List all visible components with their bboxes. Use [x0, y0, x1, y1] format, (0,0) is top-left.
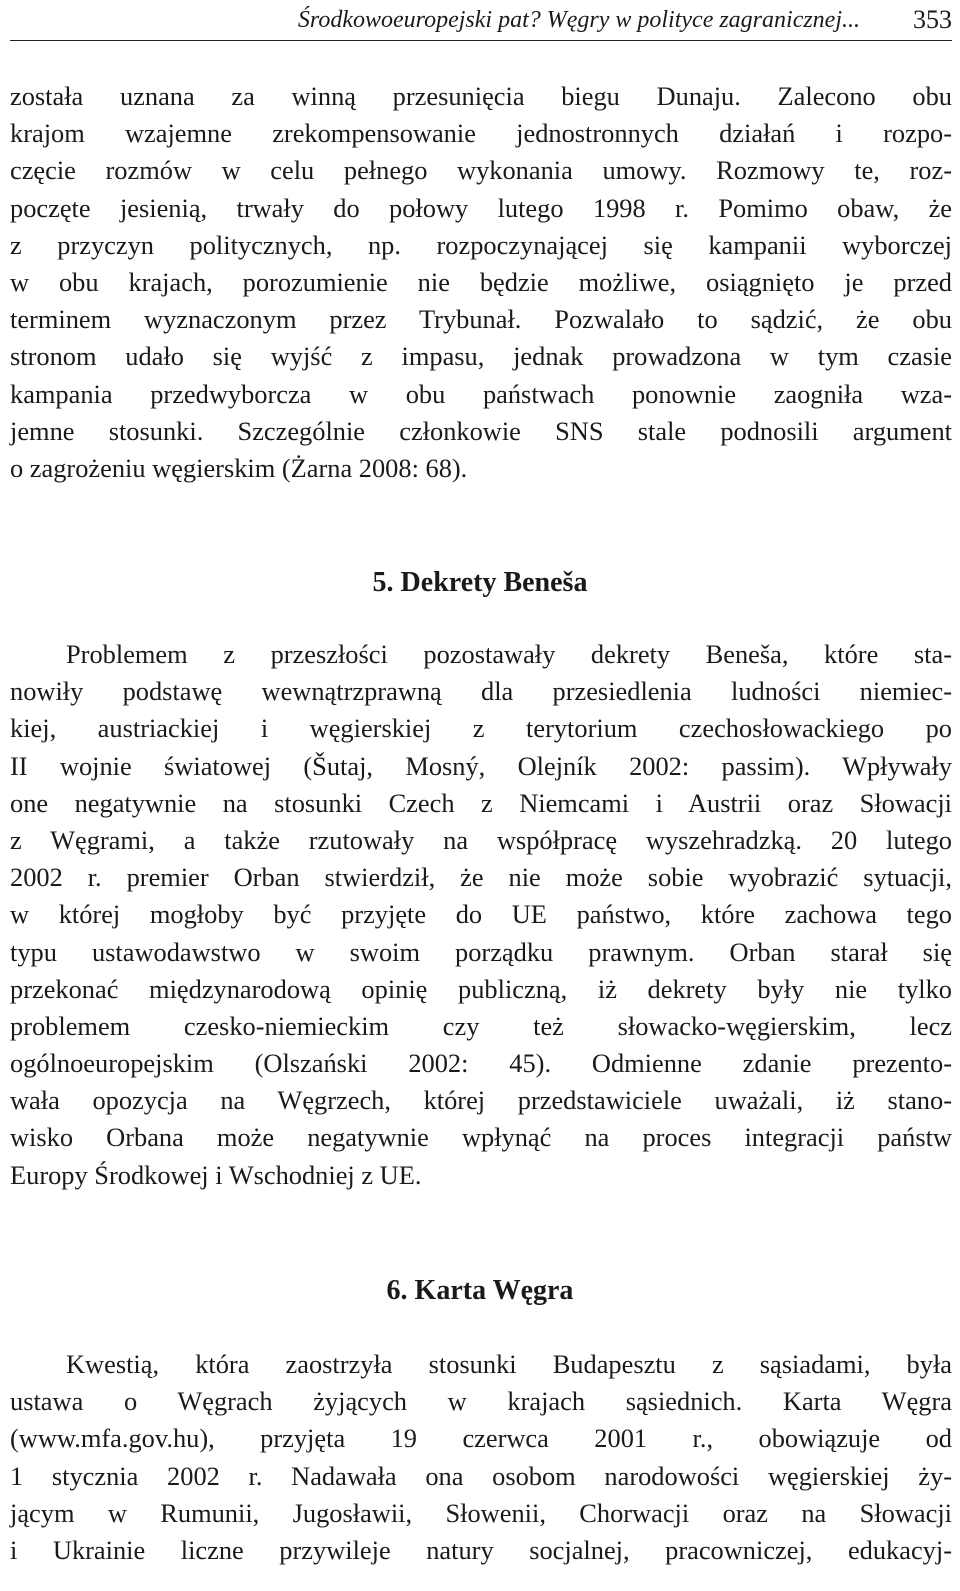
text-line: przekonać międzynarodową opinię publiczną, iż dekrety były nie tylko — [10, 973, 952, 1004]
text-line: terminem wyznaczonym przez Trybunał. Pozwalało to sądzić, że obu — [10, 304, 952, 335]
paragraph-hungarian-card — [10, 1346, 952, 1569]
text-line: wisko Orbana może negatywnie wpłynąć na proces integracji państw — [10, 1122, 952, 1153]
text-line: w obu krajach, porozumienie nie będzie możliwe, osiągnięto je przed — [10, 266, 952, 297]
text-line: wała opozycja na Węgrzech, której przedstawiciele uważali, iż stano- — [10, 1085, 952, 1116]
text-line: nowiły podstawę wewnątrzprawną dla przesiedlenia ludności niemiec- — [10, 676, 952, 707]
text-line: i Ukrainie liczne przywileje natury socjalnej, pracowniczej, edukacyj- — [10, 1534, 952, 1565]
text-line: w której mogłoby być przyjęte do UE państwo, które zachowa tego — [10, 899, 952, 930]
text-line: Kwestią, która zaostrzyła stosunki Budapesztu z sąsiadami, była — [66, 1349, 952, 1379]
running-title: Środkowoeuropejski pat? Węgry w polityce zagranicznej... — [297, 7, 860, 33]
text-line: ogólnoeuropejskim (Olszański 2002: 45). Odmienne zdanie prezento- — [10, 1048, 952, 1079]
text-line: Problemem z przeszłości pozostawały dekrety Beneša, które sta- — [66, 639, 952, 669]
text-line: jemne stosunki. Szczególnie członkowie SNS stale podnosili argument — [10, 415, 952, 446]
paragraph-continued — [10, 78, 952, 487]
text-line: została uznana za winną przesunięcia biegu Dunaju. Zalecono obu — [10, 81, 952, 111]
text-line: II wojnie światowej (Šutaj, Mosný, Olejník 2002: passim). Wpływały — [10, 750, 952, 781]
section-heading-6: 6. Karta Węgra — [386, 1275, 574, 1306]
text-line: częcie rozmów w celu pełnego wykonania umowy. Rozmowy te, roz- — [10, 155, 952, 186]
section-heading-5: 5. Dekrety Beneša — [372, 567, 588, 598]
text-line: typu ustawodawstwo w swoim porządku prawnym. Orban starał się — [10, 936, 952, 967]
text-line: poczęte jesienią, trwały do połowy lutego 1998 r. Pomimo obaw, że — [10, 192, 952, 223]
text-line: 1 stycznia 2002 r. Nadawała ona osobom narodowości węgierskiej ży- — [10, 1460, 952, 1491]
text-line: stronom udało się wyjść z impasu, jednak prowadzona w tym czasie — [10, 341, 952, 372]
text-line: z przyczyn politycznych, np. rozpoczynającej się kampanii wyborczej — [10, 229, 952, 260]
text-line: problemem czesko-niemieckim czy też słowacko-węgierskim, lecz — [10, 1010, 952, 1041]
text-line: ustawa o Węgrach żyjących w krajach sąsiednich. Karta Węgra — [10, 1386, 952, 1417]
page-number: 353 — [913, 5, 952, 34]
text-line: kiej, austriackiej i węgierskiej z terytorium czechosłowackiego po — [10, 713, 952, 744]
text-line: o zagrożeniu węgierskim (Żarna 2008: 68). — [10, 452, 468, 483]
paragraph-benes-decrees — [10, 636, 952, 1194]
text-line: Europy Środkowej i Wschodniej z UE. — [10, 1159, 422, 1190]
text-line: one negatywnie na stosunki Czech z Niemcami i Austrii oraz Słowacji — [10, 787, 952, 818]
running-header — [10, 0, 952, 41]
text-line: krajom wzajemne zrekompensowanie jednostronnych działań i rozpo- — [10, 118, 952, 149]
text-line: 2002 r. premier Orban stwierdził, że nie może sobie wyobrazić sytuacji, — [10, 862, 952, 893]
text-line: kampania przedwyborcza w obu państwach ponownie zaogniła wza- — [10, 378, 952, 409]
text-line: z Węgrami, a także rzutowały na współpracę wyszehradzką. 20 lutego — [10, 824, 952, 855]
text-line: (www.mfa.gov.hu), przyjęta 19 czerwca 2001 r., obowiązuje od — [10, 1423, 952, 1454]
text-line: jącym w Rumunii, Jugosławii, Słowenii, Chorwacji oraz na Słowacji — [10, 1497, 952, 1528]
